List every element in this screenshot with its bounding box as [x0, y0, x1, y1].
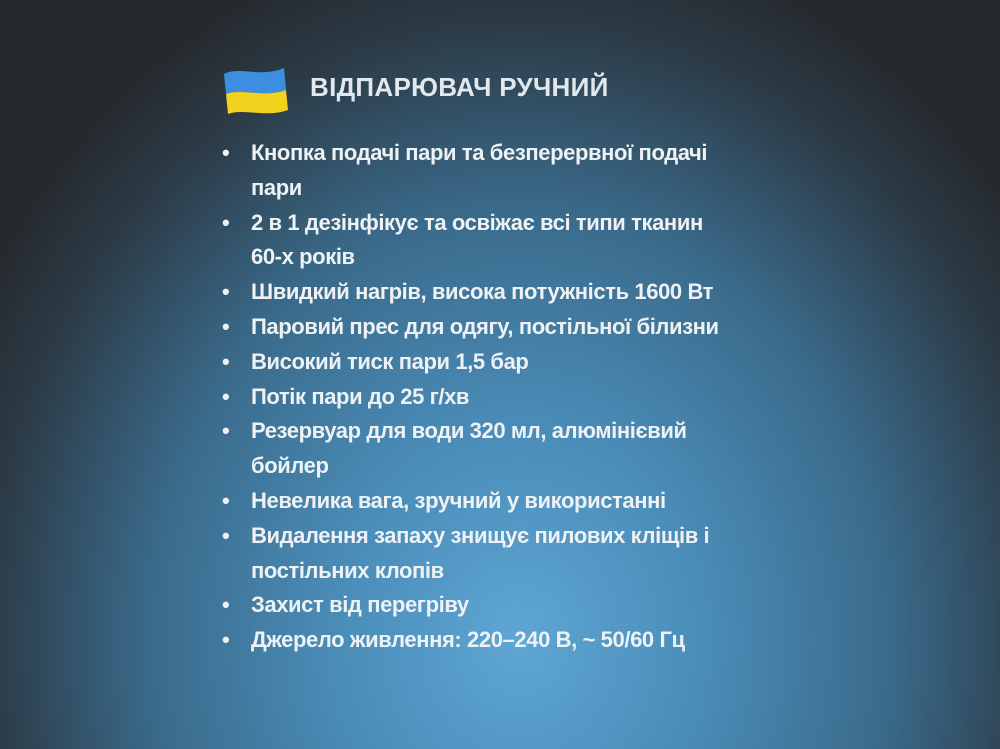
list-item-text: Кнопка подачі пари та безперервної подачі: [251, 140, 708, 165]
list-item-text: Високий тиск пари 1,5 бар: [251, 348, 529, 374]
ukraine-flag-icon: [220, 64, 290, 118]
list-item-text: Потік пари до 25 г/хв: [251, 383, 470, 409]
list-item-text: Резервуар для води 320 мл, алюмінієвий: [251, 418, 687, 444]
bullet-icon: •: [222, 487, 230, 513]
list-item-text: Швидкий нагрів, висока потужність 1600 Вт: [251, 279, 714, 305]
list-item-text: Невелика вага, зручний у використанні: [251, 487, 666, 513]
bullet-icon: •: [222, 279, 230, 305]
list-item: [222, 136, 719, 206]
bullet-icon: •: [222, 418, 230, 444]
list-item: [222, 275, 719, 310]
bullet-icon: •: [222, 313, 230, 339]
list-item-text: Видалення запаху знищує пилових кліщів і: [251, 522, 710, 548]
bullet-icon: •: [222, 592, 230, 618]
list-item: [222, 623, 719, 658]
page-title: ВІДПАРЮВАЧ РУЧНИЙ: [310, 72, 609, 102]
bullet-icon: •: [222, 383, 230, 409]
list-item: [222, 206, 719, 276]
bullet-icon: •: [222, 348, 230, 374]
bullet-icon: •: [222, 209, 230, 235]
list-item: [222, 345, 719, 380]
list-item-text: Захист від перегріву: [251, 592, 469, 618]
list-item: [222, 380, 719, 415]
list-item-text: Джерело живлення: 220–240 В, ~ 50/60 Гц: [251, 627, 685, 653]
list-item: [222, 588, 719, 623]
bullet-icon: •: [222, 627, 230, 653]
list-item-text: бойлер: [251, 453, 329, 479]
list-item-text: пари: [251, 174, 302, 200]
list-item-text: Паровий прес для одягу, постільної білизни: [251, 313, 719, 339]
list-item-text: постільних клопів: [251, 557, 444, 583]
list-item: [222, 414, 719, 484]
feature-list: [222, 136, 719, 658]
list-item: [222, 519, 719, 589]
list-item-text: 60-х років: [251, 244, 355, 270]
bullet-icon: •: [222, 522, 230, 548]
list-item: [222, 310, 719, 345]
bullet-icon: •: [222, 140, 230, 165]
list-item-text: 2 в 1 дезінфікує та освіжає всі типи тканин: [251, 209, 703, 235]
list-item: [222, 484, 719, 519]
